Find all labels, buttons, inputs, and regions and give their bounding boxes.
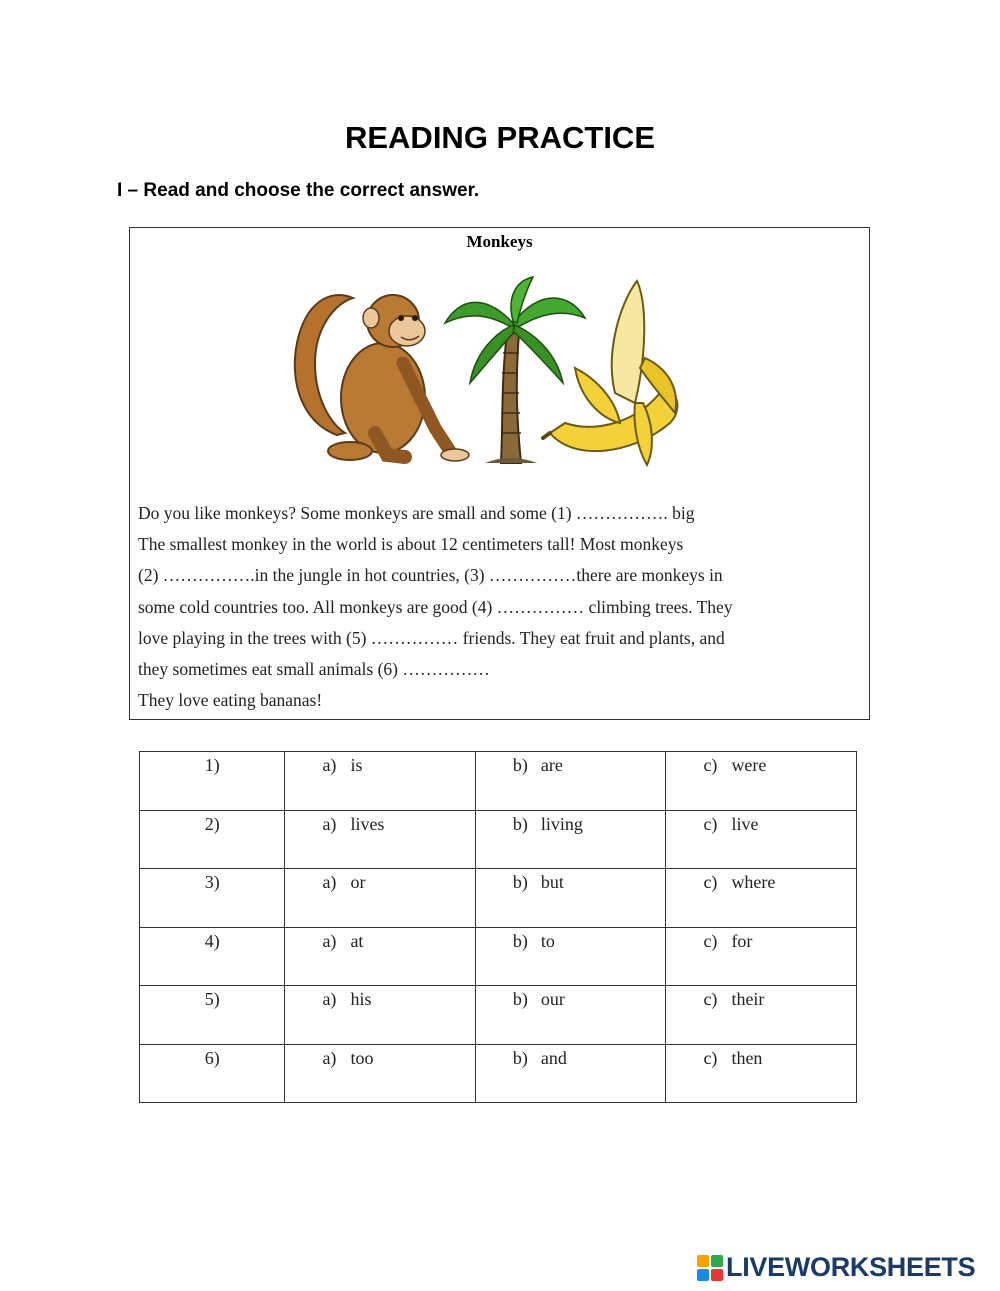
option-letter: c): [703, 813, 718, 834]
option-text: live: [731, 813, 759, 834]
question-number: 1): [140, 752, 285, 811]
option-letter: a): [322, 989, 337, 1009]
option-text: our: [540, 989, 565, 1009]
option-letter: b): [512, 989, 528, 1009]
passage-line: Do you like monkeys? Some monkeys are small and some (1) ……………. big: [138, 503, 695, 523]
option-c-cell[interactable]: [666, 986, 857, 1045]
option-text: too: [350, 1047, 374, 1068]
option-text: to: [540, 930, 555, 951]
instruction: I – Read and choose the correct answer.: [117, 180, 480, 201]
option-letter: a): [322, 755, 337, 775]
table-row: [140, 869, 857, 928]
question-number: 4): [140, 927, 285, 986]
question-number: 3): [140, 869, 285, 928]
passage-line: The smallest monkey in the world is about 12 centimeters tall! Most monkeys: [138, 534, 684, 555]
option-letter: b): [512, 872, 528, 892]
table-row: [140, 1044, 857, 1103]
option-a-cell[interactable]: [285, 752, 475, 811]
passage-line: they sometimes eat small animals (6) ……………: [138, 658, 490, 679]
table-row: [140, 752, 857, 811]
question-number: 5): [140, 986, 285, 1045]
question-number: 6): [140, 1044, 285, 1103]
option-b-cell[interactable]: [475, 752, 666, 811]
option-letter: a): [322, 813, 337, 834]
table-row: [140, 986, 857, 1045]
option-c-cell[interactable]: [666, 1044, 857, 1103]
option-text: for: [731, 930, 753, 951]
option-c-cell[interactable]: [666, 810, 857, 869]
passage-line: love playing in the trees with (5) …………… friends. They eat fruit and plants, and: [138, 627, 725, 648]
option-text: or: [350, 872, 366, 892]
option-text: where: [731, 872, 776, 892]
liveworksheets-logo-icon: [697, 1255, 723, 1281]
brand-name: LIVEWORKSHEETS: [726, 1252, 976, 1282]
option-a-cell[interactable]: [285, 810, 475, 869]
option-text: at: [350, 930, 364, 951]
option-text: his: [350, 989, 372, 1009]
option-letter: c): [703, 755, 718, 775]
option-text: is: [350, 755, 363, 775]
table-row: [140, 927, 857, 986]
option-letter: b): [512, 813, 528, 834]
passage-line: some cold countries too. All monkeys are good (4) …………… climbing trees. They: [138, 596, 733, 617]
option-b-cell[interactable]: [475, 927, 666, 986]
option-letter: b): [512, 755, 528, 775]
option-c-cell[interactable]: [666, 869, 857, 928]
passage-line: (2) …………….in the jungle in hot countries, (3) ……………there are monkeys in: [138, 565, 723, 586]
option-a-cell[interactable]: [285, 1044, 475, 1103]
option-letter: a): [322, 930, 337, 951]
option-letter: c): [703, 872, 718, 892]
table-row: [140, 810, 857, 869]
option-text: lives: [350, 813, 385, 834]
option-c-cell[interactable]: [666, 927, 857, 986]
option-letter: c): [703, 1047, 718, 1068]
story-passage: [138, 500, 863, 718]
option-b-cell[interactable]: [475, 986, 666, 1045]
question-number: 2): [140, 810, 285, 869]
answer-table: [139, 751, 857, 1103]
reading-box: [129, 227, 870, 720]
option-text: then: [731, 1047, 763, 1068]
option-b-cell[interactable]: [475, 810, 666, 869]
page-title: READING PRACTICE: [344, 120, 655, 155]
option-letter: b): [512, 1047, 528, 1068]
option-text: and: [540, 1047, 567, 1068]
option-letter: a): [322, 1047, 337, 1068]
option-text: are: [540, 755, 563, 775]
option-letter: b): [512, 930, 528, 951]
passage-line: They love eating bananas!: [138, 690, 323, 711]
option-b-cell[interactable]: [475, 1044, 666, 1103]
option-a-cell[interactable]: [285, 927, 475, 986]
option-text: but: [540, 872, 564, 892]
option-c-cell[interactable]: [666, 752, 857, 811]
option-text: their: [731, 989, 765, 1009]
option-a-cell[interactable]: [285, 986, 475, 1045]
liveworksheets-brand: [697, 1252, 975, 1283]
option-letter: c): [703, 930, 718, 951]
option-text: living: [540, 813, 583, 834]
option-a-cell[interactable]: [285, 869, 475, 928]
option-text: were: [731, 755, 767, 775]
option-letter: a): [322, 872, 337, 892]
story-title: Monkeys: [466, 232, 533, 251]
monkey-palm-banana-illustration: [275, 273, 695, 468]
option-letter: c): [703, 989, 718, 1009]
option-b-cell[interactable]: [475, 869, 666, 928]
monkey-picture: [295, 295, 469, 461]
